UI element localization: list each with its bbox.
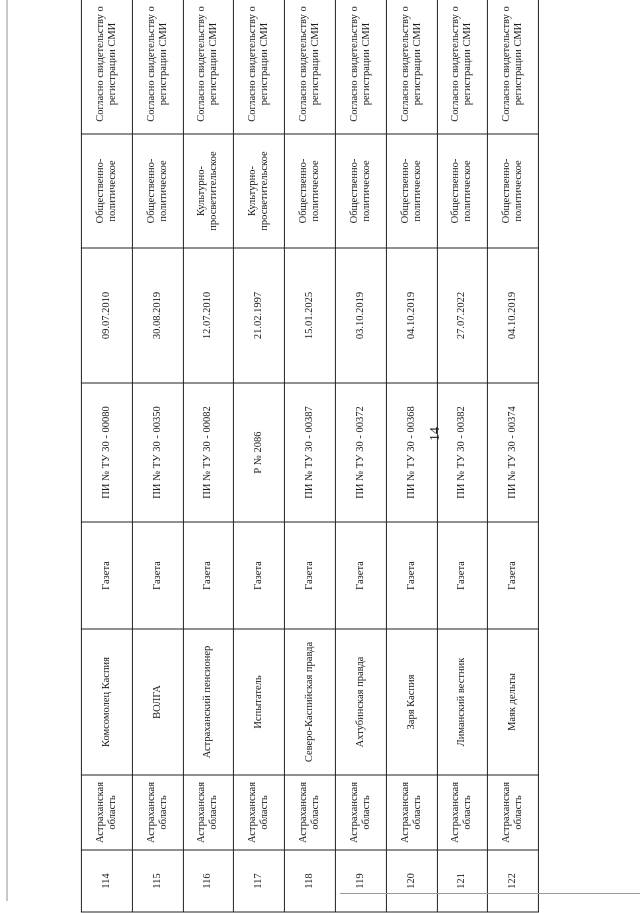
media-kind-cell: Газета	[386, 522, 437, 629]
media-title-cell: Астраханский пенсионер	[183, 629, 234, 775]
media-registry-table	[81, 0, 539, 913]
registration-date-cell: 30.08.2019	[132, 248, 183, 383]
registration-number-cell: ПИ № ТУ 30 - 00387	[285, 383, 336, 522]
table-body	[81, 0, 538, 912]
table-row	[488, 0, 539, 912]
row-number: 118	[285, 850, 336, 912]
scan-bottom-edge	[340, 893, 640, 894]
registration-date-cell: 21.02.1997	[234, 248, 285, 383]
table-container	[81, 6, 539, 889]
table-row	[183, 0, 234, 912]
media-title-cell: Заря Каспия	[386, 629, 437, 775]
theme-cell: Культурно-просветительское	[183, 134, 234, 248]
media-title-cell: Северо-Каспийская правда	[285, 629, 336, 775]
media-kind-cell: Газета	[234, 522, 285, 629]
registration-number-cell: ПИ № ТУ 30 - 00374	[488, 383, 539, 522]
registration-date-cell: 27.07.2022	[437, 248, 488, 383]
registration-number-cell: ПИ № ТУ 30 - 00082	[183, 383, 234, 522]
note-cell: Согласно свидетельству о регистрации СМИ	[183, 0, 234, 134]
registration-number-cell: ПИ № ТУ 30 - 00372	[335, 383, 386, 522]
registration-date-cell: 12.07.2010	[183, 248, 234, 383]
media-kind-cell: Газета	[488, 522, 539, 629]
registration-number-cell: ПИ № ТУ 30 - 00382	[437, 383, 488, 522]
note-cell: Согласно свидетельству о регистрации СМИ	[335, 0, 386, 134]
media-title-cell: Испытатель	[234, 629, 285, 775]
table-row	[437, 0, 488, 912]
media-kind-cell: Газета	[335, 522, 386, 629]
media-title-cell: Маяк дельты	[488, 629, 539, 775]
table-row	[335, 0, 386, 912]
row-number: 120	[386, 850, 437, 912]
media-kind-cell: Газета	[437, 522, 488, 629]
note-cell: Согласно свидетельству о регистрации СМИ	[234, 0, 285, 134]
registration-number-cell: ПИ № ТУ 30 - 00350	[132, 383, 183, 522]
registration-date-cell: 04.10.2019	[488, 248, 539, 383]
media-title-cell: ВОЛГА	[132, 629, 183, 775]
row-number: 119	[335, 850, 386, 912]
row-number: 116	[183, 850, 234, 912]
note-cell: Согласно свидетельству о регистрации СМИ	[488, 0, 539, 134]
table-row	[81, 0, 132, 912]
region-cell: Астраханская область	[335, 775, 386, 850]
theme-cell: Общественно-политическое	[488, 134, 539, 248]
theme-cell: Общественно-политическое	[285, 134, 336, 248]
row-number: 114	[81, 850, 132, 912]
table-row	[285, 0, 336, 912]
theme-cell: Общественно-политическое	[132, 134, 183, 248]
registration-number-cell: Р № 2086	[234, 383, 285, 522]
note-cell: Согласно свидетельству о регистрации СМИ	[285, 0, 336, 134]
theme-cell: Общественно-политическое	[81, 134, 132, 248]
registration-date-cell: 15.01.2025	[285, 248, 336, 383]
note-cell: Согласно свидетельству о регистрации СМИ	[386, 0, 437, 134]
registration-date-cell: 09.07.2010	[81, 248, 132, 383]
table-row	[132, 0, 183, 912]
region-cell: Астраханская область	[132, 775, 183, 850]
theme-cell: Общественно-политическое	[386, 134, 437, 248]
media-kind-cell: Газета	[81, 522, 132, 629]
region-cell: Астраханская область	[285, 775, 336, 850]
registration-date-cell: 04.10.2019	[386, 248, 437, 383]
row-number: 121	[437, 850, 488, 912]
note-cell: Согласно свидетельству о регистрации СМИ	[437, 0, 488, 134]
table-row	[386, 0, 437, 912]
page-number: 14	[428, 427, 443, 441]
media-kind-cell: Газета	[285, 522, 336, 629]
media-kind-cell: Газета	[183, 522, 234, 629]
media-title-cell: Лиманский вестник	[437, 629, 488, 775]
row-number: 122	[488, 850, 539, 912]
registration-number-cell: ПИ № ТУ 30 - 00368	[386, 383, 437, 522]
note-cell: Согласно свидетельству о регистрации СМИ	[81, 0, 132, 134]
row-number: 117	[234, 850, 285, 912]
media-title-cell: Ахтубинская правда	[335, 629, 386, 775]
region-cell: Астраханская область	[386, 775, 437, 850]
row-number: 115	[132, 850, 183, 912]
media-kind-cell: Газета	[132, 522, 183, 629]
registration-date-cell: 03.10.2019	[335, 248, 386, 383]
region-cell: Астраханская область	[183, 775, 234, 850]
theme-cell: Общественно-политическое	[437, 134, 488, 248]
region-cell: Астраханская область	[81, 775, 132, 850]
region-cell: Астраханская область	[488, 775, 539, 850]
theme-cell: Общественно-политическое	[335, 134, 386, 248]
region-cell: Астраханская область	[234, 775, 285, 850]
region-cell: Астраханская область	[437, 775, 488, 850]
table-row	[234, 0, 285, 912]
scan-left-edge	[6, 0, 8, 901]
media-title-cell: Комсомолец Каспия	[81, 629, 132, 775]
registration-number-cell: ПИ № ТУ 30 - 00080	[81, 383, 132, 522]
note-cell: Согласно свидетельству о регистрации СМИ	[132, 0, 183, 134]
theme-cell: Культурно-просветительское	[234, 134, 285, 248]
